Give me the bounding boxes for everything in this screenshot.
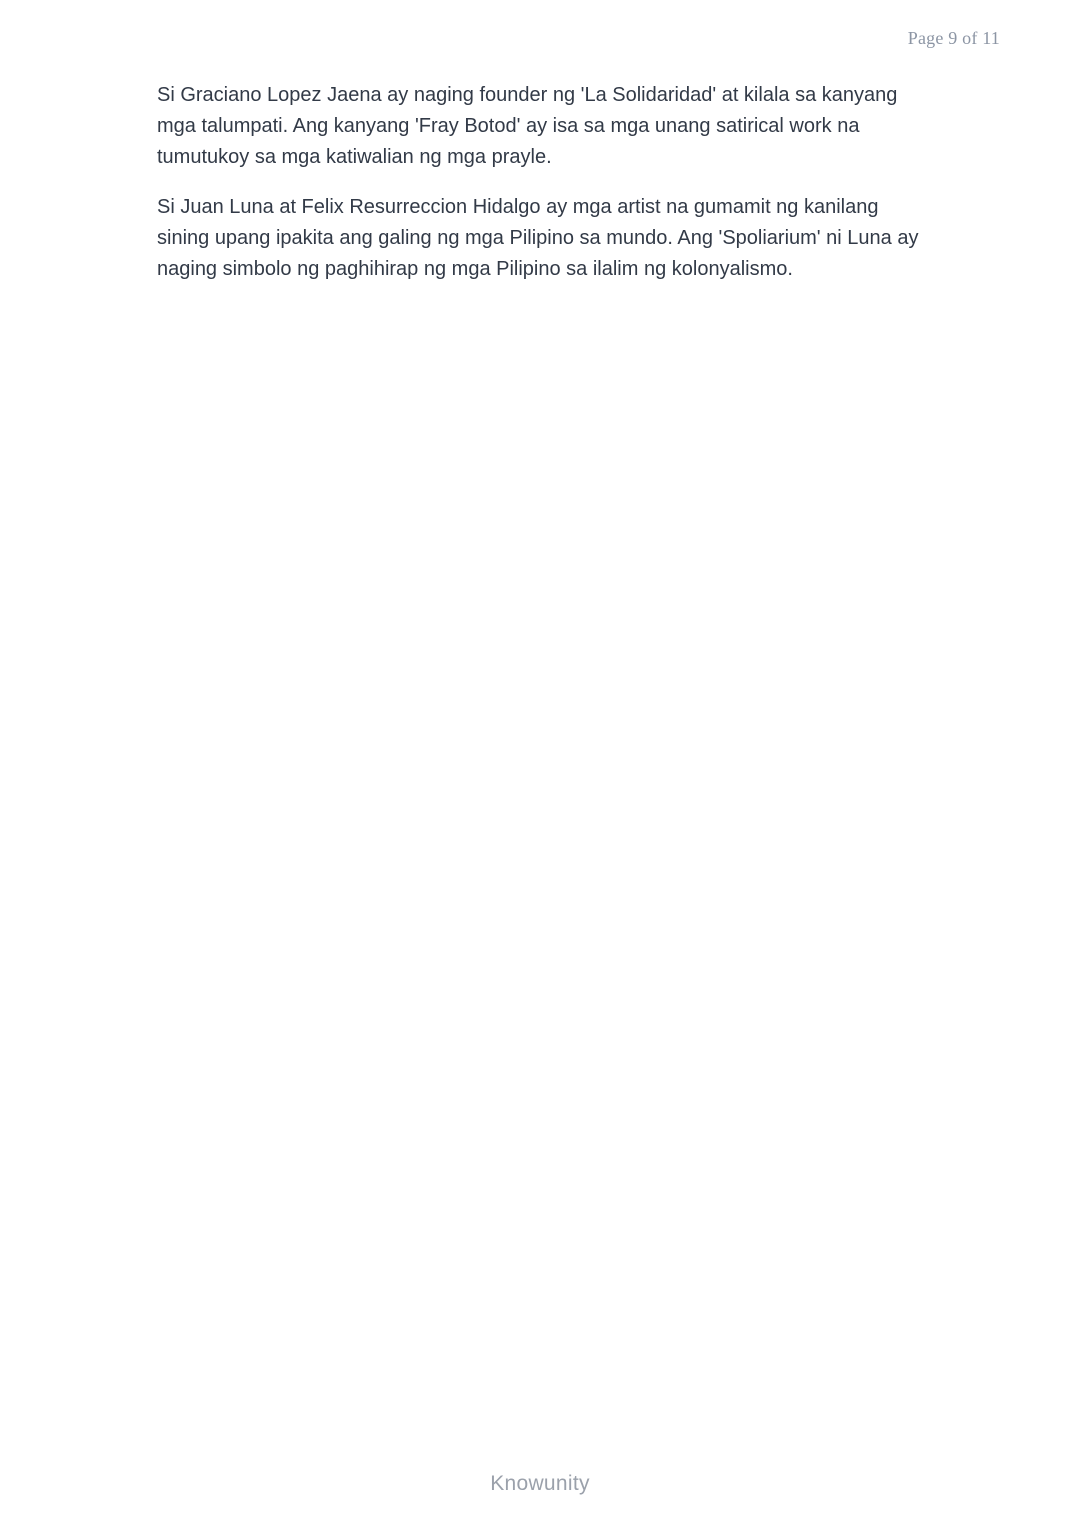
paragraph-graciano-lopez-jaena (157, 80, 947, 173)
paragraph-line: Si Graciano Lopez Jaena ay naging founder ng 'La Solidaridad' at kilala sa kanyang (157, 84, 898, 106)
paragraph-juan-luna-hidalgo (157, 192, 947, 285)
page-number-indicator: Page 9 of 11 (907, 28, 1000, 48)
paragraph-line: naging simbolo ng paghihirap ng mga Pilipino sa ilalim ng kolonyalismo. (157, 258, 793, 280)
knowunity-brand-watermark: Knowunity (490, 1472, 590, 1495)
document-body (157, 80, 947, 304)
paragraph-line: mga talumpati. Ang kanyang 'Fray Botod' ay isa sa mga unang satirical work na (157, 115, 860, 137)
paragraph-line: Si Juan Luna at Felix Resurreccion Hidalgo ay mga artist na gumamit ng kanilang (157, 196, 879, 218)
paragraph-line: sining upang ipakita ang galing ng mga Pilipino sa mundo. Ang 'Spoliarium' ni Luna ay (157, 227, 919, 249)
paragraph-line: tumutukoy sa mga katiwalian ng mga prayle. (157, 146, 552, 168)
